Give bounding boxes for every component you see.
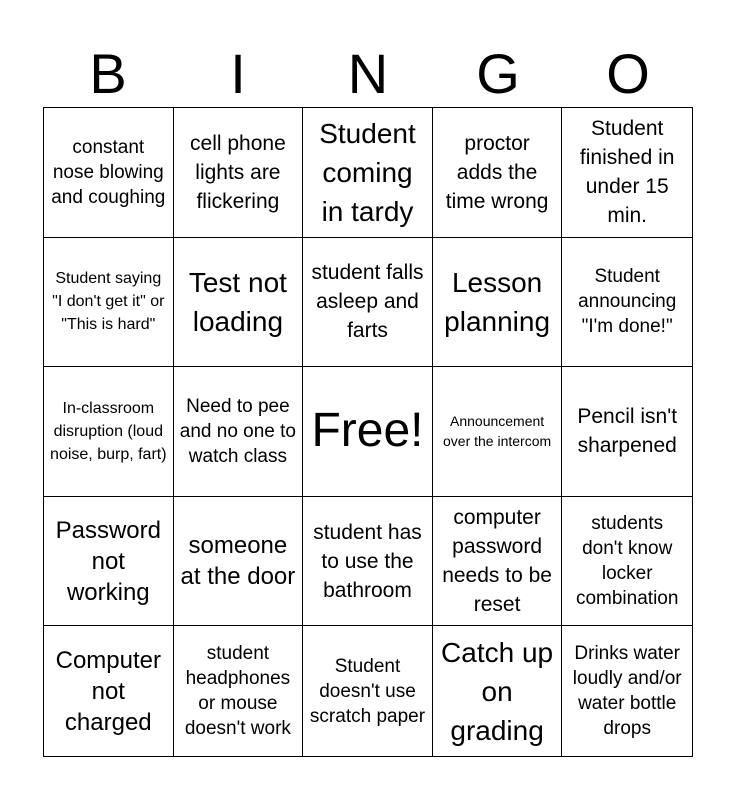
header-letter-g: G xyxy=(476,42,520,105)
cell-label: Lesson planning xyxy=(444,266,551,337)
cell-label: computer password needs to be reset xyxy=(442,506,552,617)
bingo-cell[interactable] xyxy=(433,626,563,756)
bingo-cell[interactable] xyxy=(303,238,433,368)
cell-label: Test not loading xyxy=(188,266,287,337)
bingo-cell[interactable] xyxy=(562,497,692,627)
bingo-cell[interactable] xyxy=(433,238,563,368)
bingo-board xyxy=(43,107,693,757)
bingo-cell[interactable] xyxy=(174,497,304,627)
bingo-cell[interactable] xyxy=(562,626,692,756)
bingo-cell[interactable] xyxy=(562,367,692,497)
bingo-cell[interactable] xyxy=(44,108,174,238)
bingo-cell[interactable] xyxy=(44,497,174,627)
bingo-cell[interactable] xyxy=(44,367,174,497)
cell-label: Need to pee and no one to watch class xyxy=(179,395,296,467)
bingo-cell[interactable] xyxy=(303,626,433,756)
cell-label: Student saying "I don't get it" or "This is hard" xyxy=(52,270,165,334)
bingo-header xyxy=(43,40,693,108)
bingo-cell[interactable] xyxy=(433,367,563,497)
bingo-cell[interactable] xyxy=(562,238,692,368)
header-letter-n: N xyxy=(347,42,389,105)
bingo-cell[interactable] xyxy=(433,108,563,238)
cell-label: student has to use the bathroom xyxy=(313,520,422,602)
bingo-cell[interactable] xyxy=(44,238,174,368)
cell-label: Student doesn't use scratch paper xyxy=(309,655,426,727)
cell-label: students don't know locker combination xyxy=(575,513,679,610)
cell-label: In-classroom disruption (loud noise, burp, fart) xyxy=(50,399,167,463)
cell-label: Drinks water loudly and/or water bottle drops xyxy=(572,643,682,740)
cell-label: Student announcing "I'm done!" xyxy=(578,266,677,338)
cell-label: Student coming in tardy xyxy=(319,117,416,227)
cell-label: Catch up on grading xyxy=(441,636,554,746)
cell-label: cell phone lights are flickering xyxy=(190,131,286,213)
header-letter-o: O xyxy=(606,42,650,105)
cell-label: Announcement over the intercom xyxy=(443,413,552,450)
bingo-cell[interactable] xyxy=(303,497,433,627)
header-letter-b: B xyxy=(89,42,127,105)
cell-label: Computer not charged xyxy=(55,646,161,736)
bingo-free-cell[interactable] xyxy=(303,367,433,497)
bingo-cell[interactable] xyxy=(174,367,304,497)
bingo-cell[interactable] xyxy=(174,108,304,238)
bingo-cell[interactable] xyxy=(562,108,692,238)
bingo-cell[interactable] xyxy=(44,626,174,756)
bingo-cell[interactable] xyxy=(303,108,433,238)
cell-label: student falls asleep and farts xyxy=(311,261,424,343)
bingo-cell[interactable] xyxy=(433,497,563,627)
bingo-cell[interactable] xyxy=(174,238,304,368)
cell-label: proctor adds the time wrong xyxy=(445,131,549,213)
free-label: Free! xyxy=(311,404,424,458)
cell-label: student headphones or mouse doesn't work xyxy=(184,643,291,740)
header-letter-i: I xyxy=(230,42,246,105)
cell-label: Student finished in under 15 min. xyxy=(579,117,675,228)
cell-label: Pencil isn't sharpened xyxy=(577,405,678,458)
cell-label: constant nose blowing and coughing xyxy=(51,136,166,208)
cell-label: someone at the door xyxy=(180,532,296,591)
bingo-cell[interactable] xyxy=(174,626,304,756)
cell-label: Password not working xyxy=(55,516,161,606)
